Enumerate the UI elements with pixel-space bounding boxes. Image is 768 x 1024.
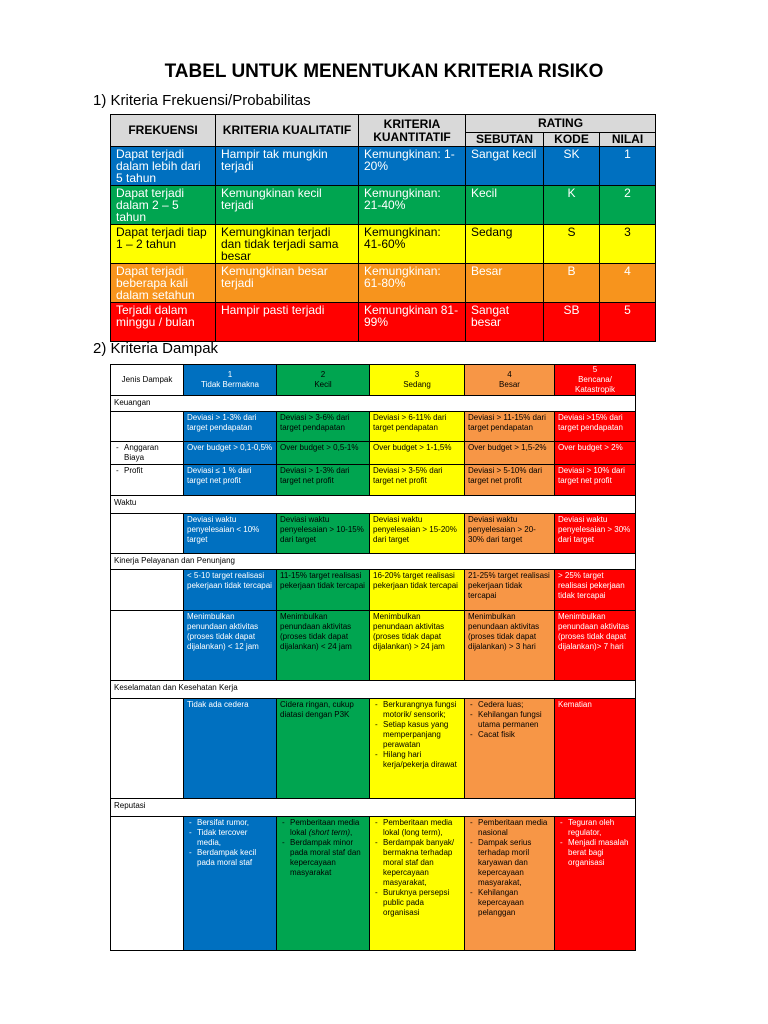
sebutan-cell: Sedang [466,225,544,264]
impact-criteria-table [110,364,636,951]
frekuensi-cell: Dapat terjadi dalam 2 – 5 tahun [111,186,216,225]
impact-cell: Kematian [555,699,636,799]
row-label [111,611,184,681]
nilai-cell: 5 [600,303,656,342]
impact-cell: Deviasi > 1-3% dari target net profit [277,465,370,496]
section-reputasi: Reputasi [111,799,636,817]
frequency-row [111,264,656,303]
kuantitatif-cell: Kemungkinan: 1-20% [359,147,466,186]
impact-cell: 21-25% target realisasi pekerjaan tidak tercapai [465,570,555,611]
frekuensi-cell: Dapat terjadi beberapa kali dalam setahun [111,264,216,303]
header-level-1: 1 Tidak Bermakna [184,365,277,396]
header-level-2: 2 Kecil [277,365,370,396]
section-kinerja: Kinerja Pelayanan dan Penunjang [111,554,636,570]
section-keuangan: Keuangan [111,396,636,412]
header-rating: RATING [466,115,656,133]
page-title: TABEL UNTUK MENENTUKAN KRITERIA RISIKO [164,61,604,82]
impact-cell: Cidera ringan, cukup diatasi dengan P3K [277,699,370,799]
section-heading-frekuensi: 1) Kriteria Frekuensi/Probabilitas [93,92,311,109]
row-label [111,699,184,799]
sebutan-cell: Besar [466,264,544,303]
impact-cell: Deviasi > 1-3% dari target pendapatan [184,412,277,442]
impact-cell: - Teguran oleh regulator, - Menjadi masalah berat bagi organisasi [555,817,636,951]
impact-cell: Deviasi waktu penyelesaian > 20-30% dari target [465,514,555,554]
frekuensi-cell: Terjadi dalam minggu / bulan [111,303,216,342]
impact-cell: Tidak ada cedera [184,699,277,799]
kuantitatif-cell: Kemungkinan: 21-40% [359,186,466,225]
kode-cell: SK [544,147,600,186]
impact-cell: Deviasi waktu penyelesaian > 30% dari target [555,514,636,554]
kuantitatif-cell: Kemungkinan 81-99% [359,303,466,342]
kualitatif-cell: Hampir pasti terjadi [216,303,359,342]
impact-cell: - Berkurangnya fungsi motorik/ sensorik; - Setiap kasus yang memperpanjang perawatan - Hilang hari kerja/pekerja dirawat [370,699,465,799]
impact-cell: Deviasi > 3-5% dari target net profit [370,465,465,496]
header-level-4: 4 Besar [465,365,555,396]
impact-cell: Over budget > 2% [555,442,636,465]
impact-cell: Over budget > 1,5-2% [465,442,555,465]
header-jenis-dampak: Jenis Dampak [111,365,184,396]
frequency-row [111,186,656,225]
impact-cell: Over budget > 1-1,5% [370,442,465,465]
row-label-anggaran: - Anggaran Biaya [111,442,184,465]
header-sebutan: SEBUTAN [466,133,544,147]
impact-cell: Deviasi ≤ 1 % dari target net profit [184,465,277,496]
sebutan-cell: Kecil [466,186,544,225]
impact-cell: Deviasi > 5-10% dari target net profit [465,465,555,496]
frequency-row [111,303,656,342]
impact-cell: - Cedera luas; - Kehilangan fungsi utama permanen - Cacat fisik [465,699,555,799]
header-nilai: NILAI [600,133,656,147]
kode-cell: K [544,186,600,225]
impact-cell: - Pemberitaan media lokal (long term), - Berdampak banyak/ bermakna terhadap moral staf dan kepercayaan masyarakat, - Buruknya persepsi public pada organisasi [370,817,465,951]
sebutan-cell: Sangat kecil [466,147,544,186]
kualitatif-cell: Kemungkinan besar terjadi [216,264,359,303]
kualitatif-cell: Hampir tak mungkin terjadi [216,147,359,186]
frequency-row [111,225,656,264]
impact-cell: - Pemberitaan media lokal (short term), - Berdampak minor pada moral staf dan kepercayaan masyarakat [277,817,370,951]
impact-cell: Menimbulkan penundaan aktivitas (proses tidak dapat dijalankan) < 24 jam [277,611,370,681]
nilai-cell: 1 [600,147,656,186]
header-level-5: 5 Bencana/ Katastropik [555,365,636,396]
header-level-3: 3 Sedang [370,365,465,396]
header-frekuensi: FREKUENSI [111,115,216,147]
section-k3: Keselamatan dan Kesehatan Kerja [111,681,636,699]
kuantitatif-cell: Kemungkinan: 41-60% [359,225,466,264]
impact-cell: - Pemberitaan media nasional - Dampak serius terhadap moril karyawan dan kepercayaan masyarakat, - Kehilangan kepercayaan pelanggan [465,817,555,951]
sebutan-cell: Sangat besar [466,303,544,342]
impact-cell: Deviasi > 6-11% dari target pendapatan [370,412,465,442]
row-label [111,514,184,554]
kuantitatif-cell: Kemungkinan: 61-80% [359,264,466,303]
impact-cell: Menimbulkan penundaan aktivitas (proses tidak dapat dijalankan) < 12 jam [184,611,277,681]
row-label [111,817,184,951]
kualitatif-cell: Kemungkinan kecil terjadi [216,186,359,225]
kode-cell: SB [544,303,600,342]
header-kualitatif: KRITERIA KUALITATIF [216,115,359,147]
impact-cell: < 5-10 target realisasi pekerjaan tidak tercapai [184,570,277,611]
kualitatif-cell: Kemungkinan terjadi dan tidak terjadi sama besar [216,225,359,264]
section-heading-dampak: 2) Kriteria Dampak [93,340,219,357]
frekuensi-cell: Dapat terjadi dalam lebih dari 5 tahun [111,147,216,186]
frekuensi-cell: Dapat terjadi tiap 1 – 2 tahun [111,225,216,264]
kode-cell: S [544,225,600,264]
frequency-row [111,147,656,186]
impact-cell: 16-20% target realisasi pekerjaan tidak tercapai [370,570,465,611]
impact-cell: Deviasi >15% dari target pendapatan [555,412,636,442]
nilai-cell: 2 [600,186,656,225]
impact-cell: - Bersifat rumor, - Tidak tercover media, - Berdampak kecil pada moral staf [184,817,277,951]
impact-cell: Deviasi > 10% dari target net profit [555,465,636,496]
nilai-cell: 3 [600,225,656,264]
header-kode: KODE [544,133,600,147]
impact-cell: > 25% target realisasi pekerjaan tidak tercapai [555,570,636,611]
impact-cell: Over budget > 0,1-0,5% [184,442,277,465]
row-label-profit: - Profit [111,465,184,496]
impact-cell: Menimbulkan penundaan aktivitas (proses tidak dapat dijalankan) > 3 hari [465,611,555,681]
impact-cell: Deviasi waktu penyelesaian > 15-20% dari target [370,514,465,554]
nilai-cell: 4 [600,264,656,303]
impact-cell: Menimbulkan penundaan aktivitas (proses tidak dapat dijalankan)> 7 hari [555,611,636,681]
impact-cell: Deviasi > 3-6% dari target pendapatan [277,412,370,442]
impact-cell: Menimbulkan penundaan aktivitas (proses tidak dapat dijalankan) > 24 jam [370,611,465,681]
impact-cell: Deviasi > 11-15% dari target pendapatan [465,412,555,442]
impact-cell: Over budget > 0,5-1% [277,442,370,465]
impact-cell: Deviasi waktu penyelesaian > 10-15% dari target [277,514,370,554]
kode-cell: B [544,264,600,303]
impact-cell: Deviasi waktu penyelesaian < 10% target [184,514,277,554]
frequency-criteria-table [110,114,656,342]
row-label [111,412,184,442]
section-waktu: Waktu [111,496,636,514]
header-kuantitatif: KRITERIA KUANTITATIF [359,115,466,147]
impact-cell: 11-15% target realisasi pekerjaan tidak tercapai [277,570,370,611]
row-label [111,570,184,611]
